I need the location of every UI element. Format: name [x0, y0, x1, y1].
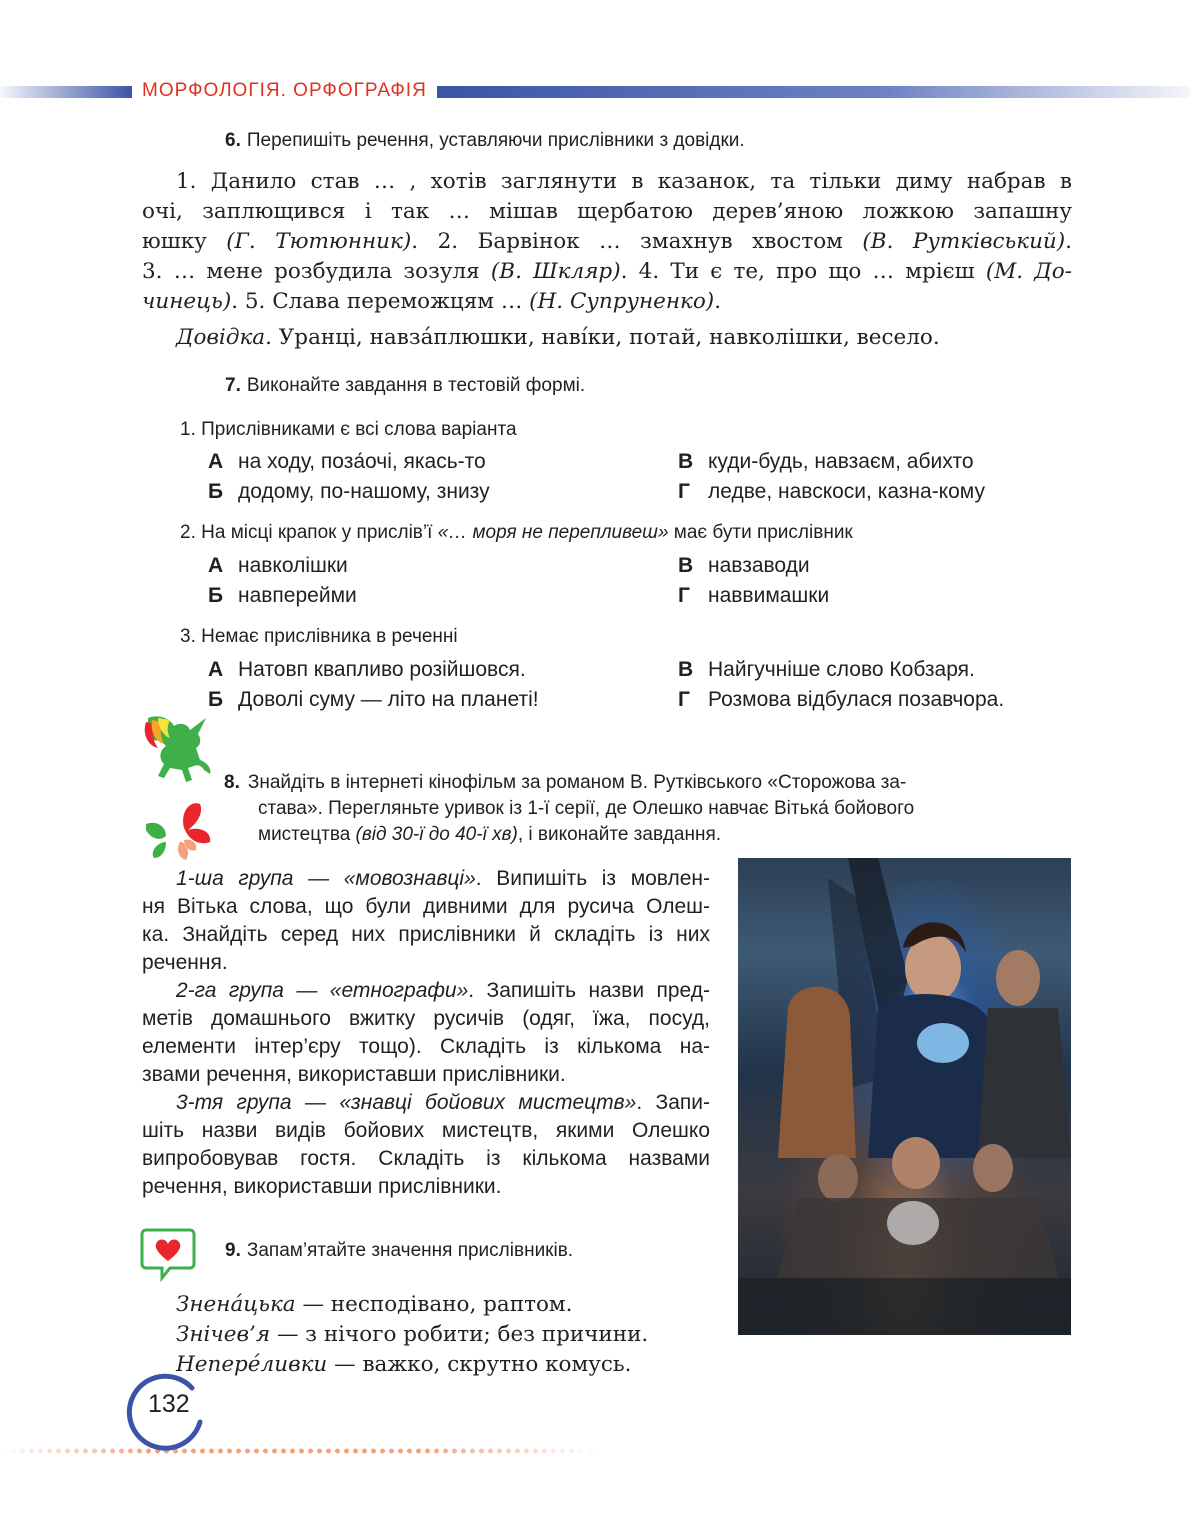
option-2a: [208, 554, 348, 578]
time-range: (від 30-ї до 40-ї хв): [355, 824, 518, 845]
footer-dots: [0, 1448, 600, 1454]
task9-number: 9.: [225, 1240, 241, 1261]
task8-instruction: [224, 770, 906, 796]
author: (М. До-: [985, 259, 1072, 284]
option-text: Найгучніше слово Кобзаря.: [708, 658, 975, 681]
prompt-text: має бути прислівник: [668, 522, 853, 543]
proverb-quote: «… моря не перепливеш»: [437, 522, 669, 543]
prompt-text: 2. На місці крапок у прислів’ї: [180, 522, 438, 543]
group-text: . Запи-: [636, 1091, 710, 1114]
group-label: 2-га група — «етнографи»: [176, 979, 469, 1002]
group2-line-1: [142, 977, 710, 1005]
group-label: 3-тя група — «знавці бойових мистецтв»: [176, 1091, 637, 1114]
option-1a: [208, 450, 486, 474]
option-text: навзаводи: [708, 554, 810, 577]
group2-line-2: метів домашнього вжитку русичів (одяг, їжа, посуд,: [142, 1007, 710, 1030]
option-letter: В: [678, 658, 694, 681]
option-text: Натовп квапливо розійшовся.: [238, 658, 526, 681]
author: (Г. Тютюнник): [226, 229, 412, 254]
definition-meaning: — важко, скрутно комусь.: [327, 1352, 632, 1377]
option-letter: Б: [208, 584, 224, 607]
text: . 5. Слава переможцям …: [231, 289, 530, 314]
heart-speech-icon: [140, 1226, 196, 1282]
task6-line-4: [142, 257, 1072, 287]
option-letter: В: [678, 554, 694, 577]
group3-paragraph: [142, 1089, 710, 1201]
group1-line-1: [142, 865, 710, 893]
group1-line-2: ня Вітька слова, що були дивними для русича Олеш-: [142, 895, 710, 918]
option-3b: [208, 688, 539, 712]
text: 3. … мене розбудила зозуля: [142, 259, 491, 284]
question-2: [180, 522, 853, 544]
instruction-text: мистецтва: [258, 824, 356, 845]
task6-line-3: [142, 227, 1072, 257]
task8-number: 8.: [224, 772, 240, 793]
option-letter: Г: [678, 584, 690, 607]
option-3g: [678, 688, 1004, 712]
group3-line-3: випробовував гостя. Складіть із кількома назвами: [142, 1147, 710, 1170]
butterflies-icon: [140, 798, 218, 864]
task6-instruction: [225, 130, 745, 152]
task9-instruction-text: Запам’ятайте значення прислівників.: [246, 1240, 574, 1261]
section-title: МОРФОЛОГІЯ. ОРФОГРАФІЯ: [142, 80, 427, 101]
group2-line-4: звами речення, використавши прислівники.: [142, 1063, 566, 1086]
group3-line-1: [142, 1089, 710, 1117]
author: (В. Шкляр): [490, 259, 621, 284]
option-letter: Г: [678, 480, 690, 503]
option-text: навколішки: [238, 554, 348, 577]
option-2g: [678, 584, 829, 608]
option-2b: [208, 584, 357, 608]
poster-illustration: [738, 858, 1071, 1335]
group-label: 1-ша група — «мовознавці»: [176, 867, 476, 890]
group2-paragraph: [142, 977, 710, 1089]
definition-meaning: — несподівано, раптом.: [295, 1292, 573, 1317]
option-text: наввимашки: [708, 584, 830, 607]
option-1g: [678, 480, 985, 504]
unicorn-icon: [140, 712, 220, 794]
option-letter: Г: [678, 688, 690, 711]
option-letter: В: [678, 450, 694, 473]
text: . 4. Ти є те, про що … мрієш: [620, 259, 986, 284]
definition-3: [176, 1350, 631, 1380]
instruction-text: , і виконайте завдання.: [517, 824, 722, 845]
group3-line-4: речення, використавши прислівники.: [142, 1175, 502, 1198]
text: . 2. Барвінок … змахнув хвостом: [411, 229, 863, 254]
option-text: на ходу, поза́очі, якась-то: [238, 450, 486, 473]
task7-instruction-text: Виконайте завдання в тестовій формі.: [246, 375, 586, 396]
task9-instruction: [225, 1240, 573, 1262]
task7-instruction: [225, 375, 585, 397]
option-letter: А: [208, 554, 224, 577]
text: юшку: [142, 229, 227, 254]
task6-hint: [176, 323, 940, 353]
hint-label: Довідка.: [176, 325, 272, 350]
task8-instruction-line-2: става». Перегляньте уривок із 1-ї серії, де Олешко навчає Вітька́ бойового: [258, 798, 915, 819]
option-3v: [678, 658, 975, 682]
option-text: ледве, навскоси, казна-кому: [708, 480, 985, 503]
option-letter: Б: [208, 480, 224, 503]
group1-paragraph: [142, 865, 710, 977]
task8-instruction-line-3: [258, 822, 721, 848]
group1-line-3: ка. Знайдіть серед них прислівники й складіть із них: [142, 923, 710, 946]
task6-number: 6.: [225, 130, 241, 151]
task6-instruction-text: Перепишіть речення, уставляючи прислівники з довідки.: [246, 130, 745, 151]
option-letter: А: [208, 658, 224, 681]
definition-word: Знічев’я: [176, 1322, 271, 1347]
header-bar-right: [437, 86, 1190, 98]
definition-word: Знена́цька: [176, 1292, 296, 1317]
definition-2: [176, 1320, 648, 1350]
text: .: [714, 289, 722, 314]
option-text: навперейми: [238, 584, 357, 607]
task6-line-5: [142, 287, 721, 317]
group1-line-4: речення.: [142, 951, 228, 974]
group-text: . Запишіть назви пред-: [468, 979, 710, 1002]
option-1b: [208, 480, 490, 504]
definition-meaning: — з нічого робити; без причини.: [270, 1322, 649, 1347]
definition-word: Непере́ливки: [176, 1352, 328, 1377]
author: (В. Рутківський): [862, 229, 1066, 254]
question-3: 3. Немає прислівника в реченні: [180, 626, 458, 647]
author: чинець): [142, 289, 232, 314]
instruction-line: Знайдіть в інтернеті кінофільм за романом В. Рутківського «Сторожова за-: [247, 772, 907, 793]
option-text: Розмова відбулася позавчора.: [708, 688, 1005, 711]
movie-poster-image: [738, 858, 1071, 1335]
text: .: [1065, 229, 1072, 254]
definition-1: [176, 1290, 572, 1320]
task6-line-1: 1. Данило став … , хотів заглянути в казанок, та тільки диму набрав в: [176, 169, 1072, 194]
option-text: куди-будь, навзаєм, абихто: [708, 450, 974, 473]
group-text: . Випишіть із мовлен-: [475, 867, 711, 890]
hint-text: Уранці, навза́плюшки, наві́ки, потай, навколішки, весело.: [271, 325, 940, 350]
option-letter: А: [208, 450, 224, 473]
task6-line-2: очі, заплющився і так … мішав щербатою дерев’яною ложкою запашну: [142, 199, 1072, 224]
option-text: Доволі суму — літо на планеті!: [238, 688, 539, 711]
group2-line-3: елементи інтер’єру тощо). Складіть із кількома на-: [142, 1035, 710, 1058]
task7-number: 7.: [225, 375, 241, 396]
option-2v: [678, 554, 810, 578]
author: (Н. Супруненко): [529, 289, 715, 314]
option-text: додому, по-нашому, знизу: [238, 480, 490, 503]
page-number: 132: [148, 1390, 190, 1418]
header-bar-left: [0, 86, 132, 98]
option-letter: Б: [208, 688, 224, 711]
group3-line-2: шіть назви видів бойових мистецтв, якими Олешко: [142, 1119, 710, 1142]
option-1v: [678, 450, 974, 474]
option-3a: [208, 658, 526, 682]
question-1: 1. Прислівниками є всі слова варіанта: [180, 419, 517, 440]
